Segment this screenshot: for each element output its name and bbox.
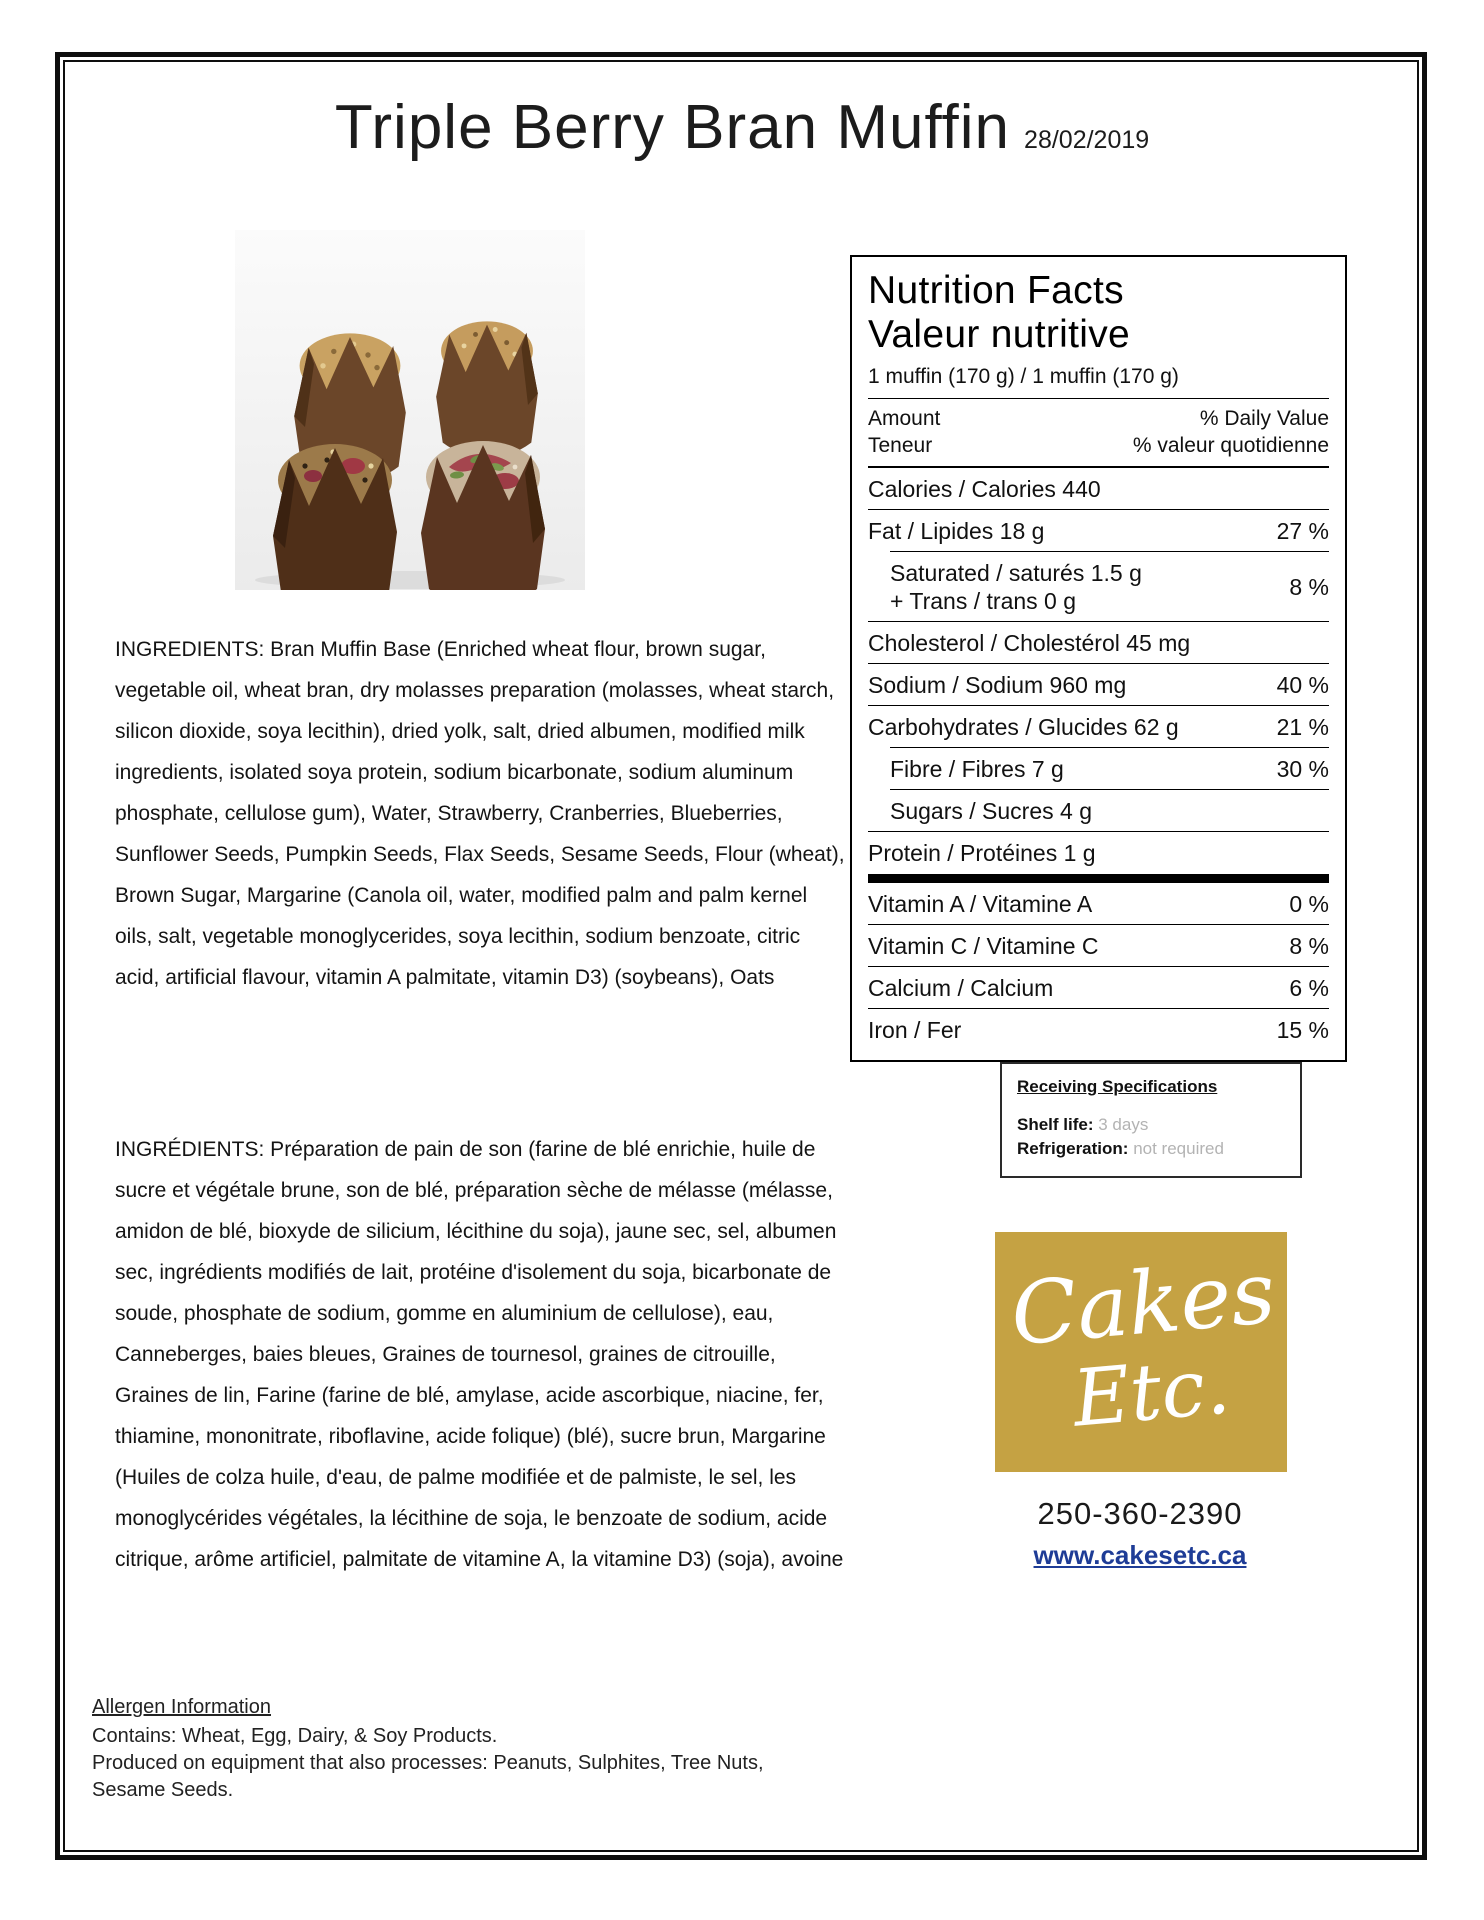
nutrition-title-en: Nutrition Facts [868,269,1124,312]
nutrition-row-sugars [890,789,1329,831]
nutrient-daily-value: 15 % [1276,1017,1329,1043]
nutrient-label: Calories / Calories 440 [868,476,1101,502]
nutrient-daily-value: 0 % [1289,891,1329,917]
nutrition-title-fr: Valeur nutritive [868,313,1131,356]
daily-value-label-en: % Daily Value [1199,407,1329,430]
nutrition-row-calcium [868,966,1329,1008]
ingredients-english: INGREDIENTS: Bran Muffin Base (Enriched wheat flour, brown sugar, vegetable oil, wheat bran, dry molasses preparation (molasses, wheat starch, silicon dioxide, soya lecithin), dried yolk, salt, dried albumen, modified milk ingredients, isolated soya protein, sodium bicarbonate, sodium aluminum phosphate, cellulose gum), Water, Strawberry, Cranberries, Blueberries, Sunflower Seeds, Pumpkin Seeds, Flax Seeds, Sesame Seeds, Flour (wheat), Brown Sugar, Margarine (Canola oil, water, modified palm and palm kernel oils, salt, vegetable monoglycerides, soya lecithin, sodium benzoate, citric acid, artificial flavour, vitamin A palmitate, vitamin D3) (soybeans), Oats [115,638,845,989]
ingredients-french: INGRÉDIENTS: Préparation de pain de son (farine de blé enrichie, huile de sucre et végétale brune, son de blé, préparation sèche de mélasse (mélasse, amidon de blé, bioxyde de silicium, lécithine du soja), jaune sec, sel, albumen sec, ingrédients modifiés de lait, protéine d'isolement du soja, bicarbonate de soude, phosphate de sodium, gomme en aluminium de cellulose), eau, Canneberges, baies bleues, Graines de tournesol, graines de citrouille, Graines de lin, Farine (farine de blé, amylase, acide ascorbique, niacine, fer, thiamine, mononitrate, riboflavine, acide folique) (blé), sucre brun, Margarine (Huiles de colza huile, d'eau, de palme modifiée et de palmiste, le sel, les monoglycérides végétales, la lécithine de soja, le benzoate de sodium, acide citrique, arôme artificiel, palmitate de vitamine A, la vitamine D3) (soja), avoine [115,1138,844,1571]
amount-label-fr: Teneur [868,434,933,457]
nutrition-row-fibre [890,747,1329,789]
daily-value-label-fr: % valeur quotidienne [1132,434,1329,457]
nutrition-header [868,399,1329,468]
nutrient-daily-value: 30 % [1276,756,1329,782]
nutrient-label: Cholesterol / Cholestérol 45 mg [868,630,1191,656]
nutrient-label: Fibre / Fibres 7 g [890,756,1064,782]
nutrient-label: Fat / Lipides 18 g [868,518,1045,544]
nutrient-daily-value: 40 % [1276,672,1329,698]
thick-divider [868,874,1329,883]
amount-label-en: Amount [868,407,941,430]
nutrition-row-calories [868,468,1329,509]
refrigeration-value: not required [1133,1139,1224,1158]
nutrient-label: Sodium / Sodium 960 mg [868,672,1127,698]
serving-size: 1 muffin (170 g) / 1 muffin (170 g) [868,357,1329,399]
nutrient-label: Sugars / Sucres 4 g [890,798,1092,824]
nutrition-row-vitamin-c [868,924,1329,966]
nutrition-row-iron [868,1008,1329,1050]
nutrition-row-fat [868,509,1329,551]
receiving-specifications-title: Receiving Specifications [1017,1077,1218,1096]
brand-logo [995,1232,1287,1472]
refrigeration-label: Refrigeration: [1017,1139,1129,1158]
nutrient-daily-value: 6 % [1289,975,1329,1001]
nutrient-daily-value: 8 % [1289,933,1329,959]
logo-text-etc: Etc. [1069,1341,1234,1445]
nutrient-label: Calcium / Calcium [868,975,1054,1001]
nutrient-daily-value: 8 % [1289,574,1329,600]
nutrient-label: Iron / Fer [868,1017,962,1043]
nutrition-row-vitamin-a [868,883,1329,924]
nutrient-daily-value: 27 % [1276,518,1329,544]
allergen-contains: Contains: Wheat, Egg, Dairy, & Soy Products. [92,1725,498,1747]
logo-text-cakes: Cakes [1007,1242,1280,1366]
nutrition-facts-panel [850,255,1347,1062]
shelf-life-line [1017,1113,1285,1137]
nutrient-label: Carbohydrates / Glucides 62 g [868,714,1179,740]
nutrient-label [890,559,1142,615]
refrigeration-line [1017,1137,1285,1161]
nutrition-row-sodium [868,663,1329,705]
receiving-specifications-box [1000,1062,1302,1178]
website-link[interactable]: www.cakesetc.ca [1033,1540,1247,1570]
shelf-life-value: 3 days [1098,1115,1149,1134]
page-title: Triple Berry Bran Muffin [334,93,1011,162]
allergen-information [92,1694,832,1804]
nutrient-label: Protein / Protéines 1 g [868,840,1096,866]
nutrient-label: Vitamin A / Vitamine A [868,891,1093,917]
nutrition-row-saturated-trans [890,551,1329,621]
phone-number: 250-360-2390 [1037,1496,1243,1531]
nutrient-label: Vitamin C / Vitamine C [868,933,1099,959]
shelf-life-label: Shelf life: [1017,1115,1094,1134]
allergen-title: Allergen Information [92,1696,271,1718]
page-date: 28/02/2019 [1024,126,1150,154]
trans-label: + Trans / trans 0 g [890,588,1077,614]
nutrition-row-carbohydrates [868,705,1329,747]
page-header [0,92,1484,163]
nutrition-row-protein [868,831,1329,873]
allergen-processes: Produced on equipment that also processes: Peanuts, Sulphites, Tree Nuts, Sesame Seeds. [92,1752,764,1801]
nutrient-daily-value: 21 % [1276,714,1329,740]
nutrition-row-cholesterol [868,621,1329,663]
saturated-label: Saturated / saturés 1.5 g [890,560,1142,586]
muffin-photo [235,230,585,590]
